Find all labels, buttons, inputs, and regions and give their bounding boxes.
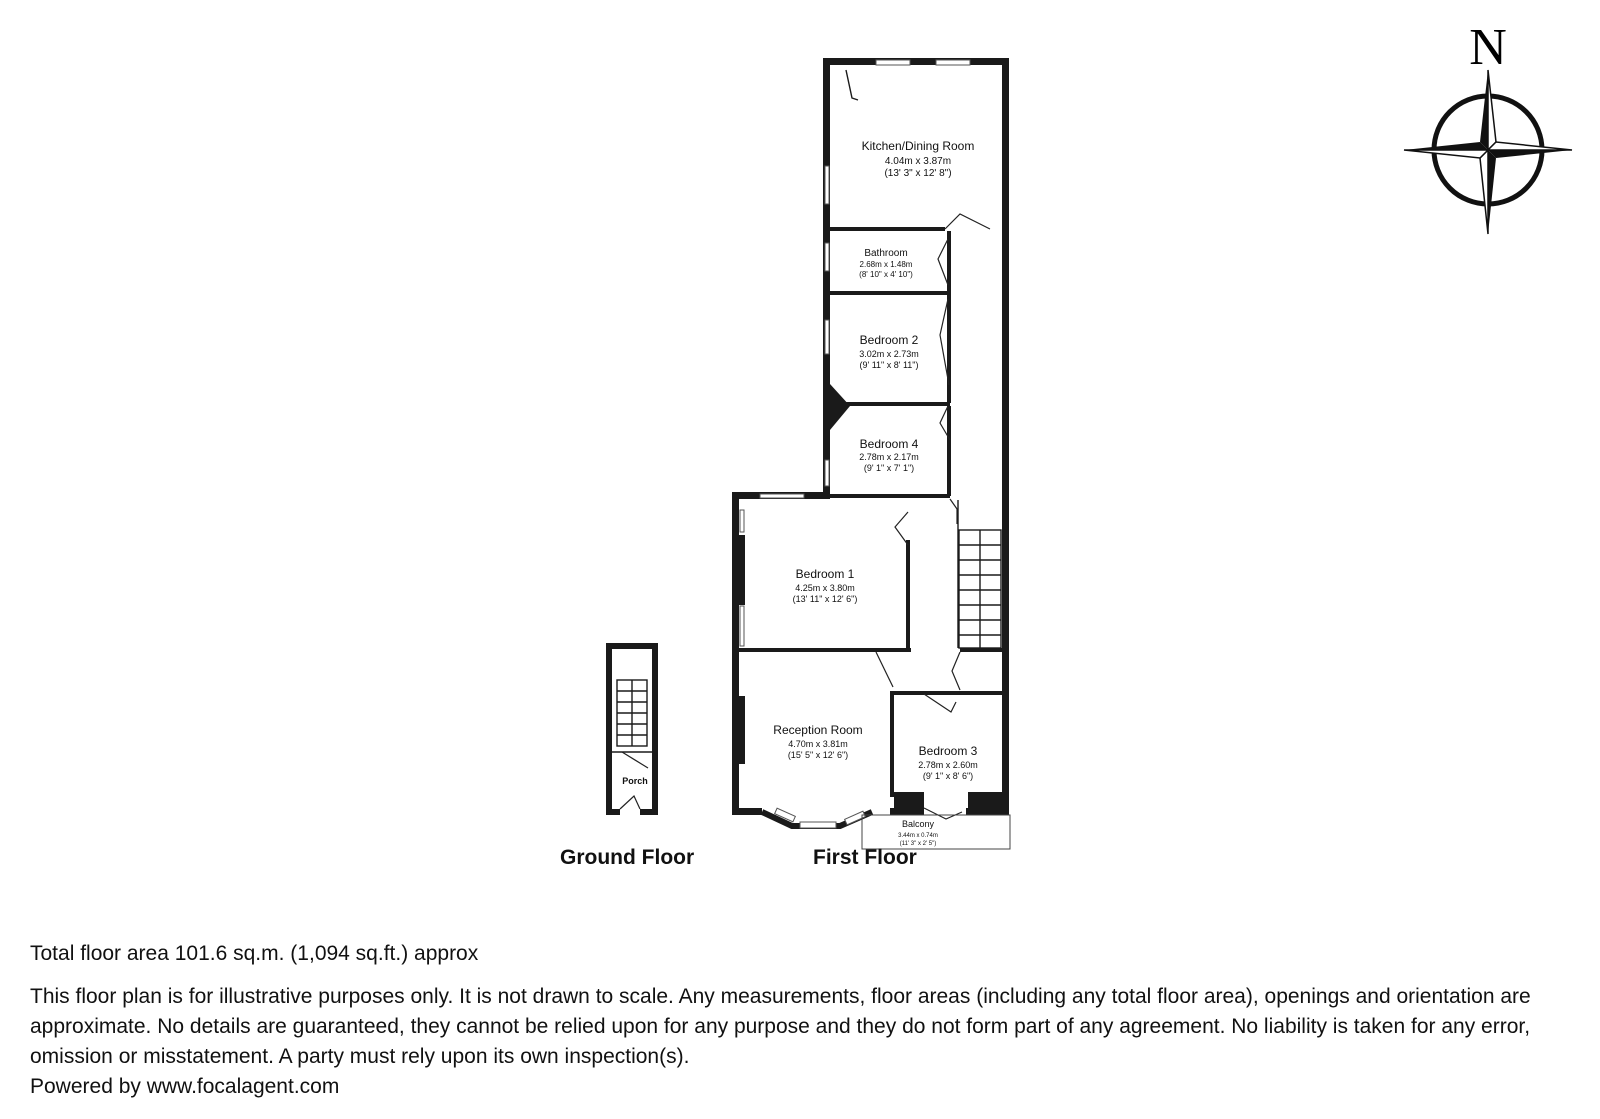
svg-text:4.25m x 3.80m: 4.25m x 3.80m	[795, 583, 855, 593]
svg-text:Bedroom 2: Bedroom 2	[859, 333, 919, 347]
room-label-porch	[622, 776, 648, 786]
ground-floor-plan	[606, 643, 658, 815]
room-label-bathroom	[859, 248, 913, 279]
svg-text:2.78m x 2.60m: 2.78m x 2.60m	[918, 760, 978, 770]
svg-text:Reception Room: Reception Room	[773, 723, 863, 737]
powered-by-text: Powered by www.focalagent.com	[30, 1075, 340, 1098]
svg-text:Bedroom 4: Bedroom 4	[859, 437, 919, 451]
first-floor-plan	[732, 58, 1010, 849]
svg-text:4.70m x 3.81m: 4.70m x 3.81m	[788, 739, 848, 749]
svg-text:(13' 3" x 12' 8"): (13' 3" x 12' 8")	[884, 168, 952, 179]
svg-text:4.04m x 3.87m: 4.04m x 3.87m	[884, 156, 952, 167]
compass-north-label: N	[1469, 19, 1507, 76]
svg-text:(13' 11" x 12' 6"): (13' 11" x 12' 6")	[792, 594, 858, 604]
room-label-bedroom2	[859, 333, 919, 370]
svg-text:3.02m x 2.73m: 3.02m x 2.73m	[859, 349, 919, 359]
svg-text:3.44m x 0.74m: 3.44m x 0.74m	[898, 833, 938, 839]
porch-stairs	[617, 680, 647, 746]
total-floor-area: Total floor area 101.6 sq.m. (1,094 sq.ft.) approx	[30, 942, 479, 965]
room-label-bedroom1	[793, 567, 858, 604]
room-label-kitchen	[862, 139, 975, 179]
svg-text:2.78m x 2.17m: 2.78m x 2.17m	[859, 452, 919, 462]
svg-text:Bedroom 1: Bedroom 1	[795, 567, 855, 581]
svg-text:(8' 10" x 4' 10"): (8' 10" x 4' 10")	[859, 270, 913, 279]
svg-text:2.68m x 1.48m: 2.68m x 1.48m	[859, 260, 913, 269]
room-label-balcony	[898, 819, 938, 847]
room-label-bedroom4	[859, 437, 919, 473]
svg-text:(9' 1" x 8' 6"): (9' 1" x 8' 6")	[922, 771, 974, 781]
first-floor-stairs	[958, 500, 1001, 648]
ground-floor-label: Ground Floor	[560, 846, 695, 869]
svg-text:Balcony: Balcony	[901, 819, 935, 829]
first-floor-label: First Floor	[813, 846, 917, 869]
svg-text:Bathroom: Bathroom	[864, 248, 908, 259]
svg-text:(11' 3" x 2' 5"): (11' 3" x 2' 5")	[899, 841, 937, 847]
svg-text:Bedroom 3: Bedroom 3	[918, 744, 978, 758]
svg-text:(15' 5" x 12' 6"): (15' 5" x 12' 6")	[787, 750, 849, 760]
svg-text:Porch: Porch	[622, 776, 648, 786]
room-label-reception	[773, 723, 862, 760]
compass-icon	[1404, 19, 1572, 234]
disclaimer-text: This floor plan is for illustrative purposes only. It is not drawn to scale. Any measurements, floor areas (including any total floor area), openings and orientation are approximate. No details are guaranteed, they cannot be relied upon for any purpose and they do not form part of any agreement. No liability is taken for any error, omission or misstatement. A party must rely upon its own inspection(s).	[30, 985, 1531, 1068]
svg-text:(9' 11" x 8' 11"): (9' 11" x 8' 11")	[859, 360, 919, 370]
disclaimer-block	[30, 982, 1575, 1102]
room-label-bedroom3	[918, 744, 978, 781]
svg-text:(9' 1" x 7' 1"): (9' 1" x 7' 1")	[863, 463, 915, 473]
svg-text:Kitchen/Dining Room: Kitchen/Dining Room	[861, 139, 975, 153]
